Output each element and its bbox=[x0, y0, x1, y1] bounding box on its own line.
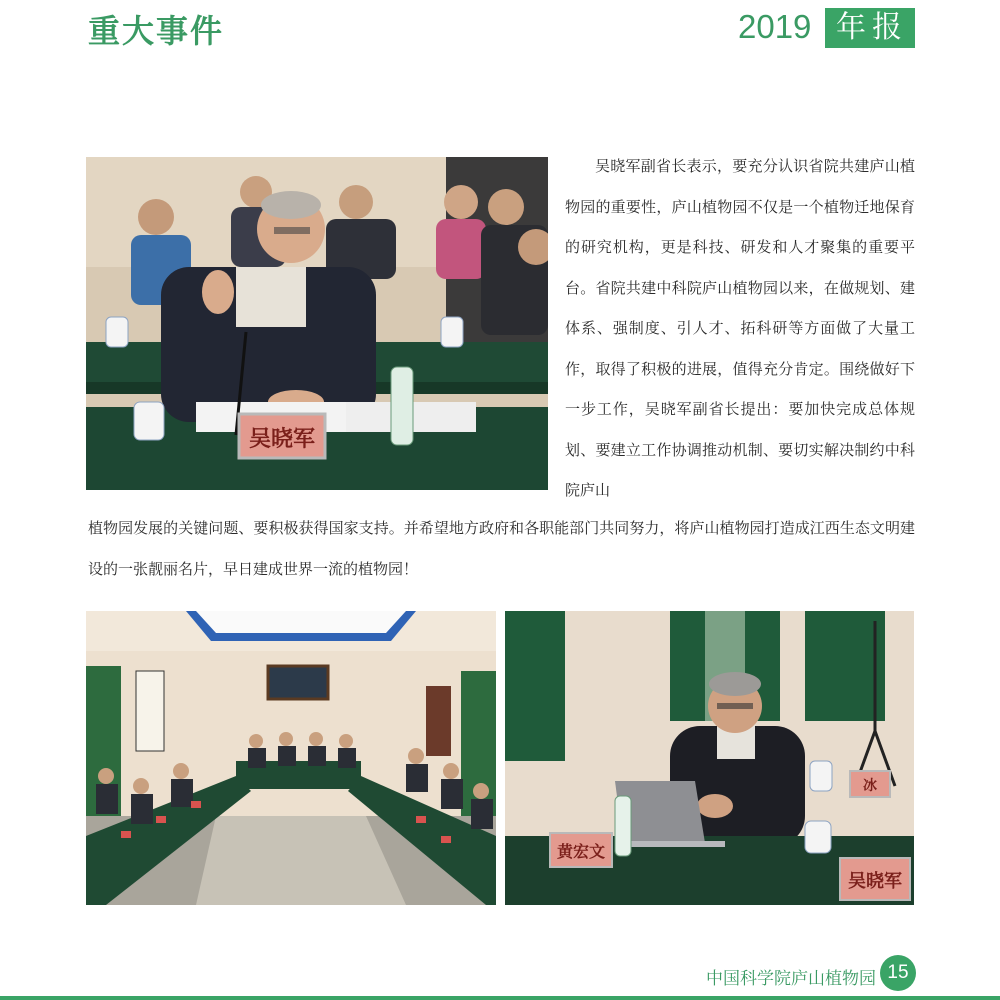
annual-report-badge: 年报 bbox=[825, 8, 915, 48]
section-title: 重大事件 bbox=[88, 12, 225, 50]
body-paragraph-full: 植物园发展的关键问题、要积极获得国家支持。并希望地方政府和各职能部门共同努力，将庐山植物园打造成江西生态文明建设的一张靓丽名片，早日建成世界一流的植物园！ bbox=[88, 519, 915, 578]
nameplate-text: 吴晓军 bbox=[248, 427, 316, 452]
footer-divider bbox=[0, 996, 1000, 1000]
meeting-photo-speaker bbox=[86, 157, 548, 490]
report-year: 2019 bbox=[738, 8, 812, 45]
nameplate-text: 冰 bbox=[863, 778, 877, 794]
page-number: 15 bbox=[880, 955, 916, 991]
meeting-photo-room bbox=[86, 611, 496, 905]
nameplate-text: 黄宏文 bbox=[556, 842, 606, 861]
meeting-photo-presenter bbox=[505, 611, 914, 905]
footer-org-name: 中国科学院庐山植物园 bbox=[706, 969, 876, 989]
body-paragraph-right: 吴晓军副省长表示，要充分认识省院共建庐山植物园的重要性，庐山植物园不仅是一个植物迁地保育的研究机构，更是科技、研发和人才聚集的重要平台。省院共建中科院庐山植物园以来，在做规划、建体系、强制度、引人才、拓科研等方面做了大量工作，取得了积极的进展，值得充分肯定。围绕做好下一步工作，吴晓军副省长提出：要加快完成总体规划、要建立工作协调推动机制、要切实解决制约中科院庐山 bbox=[565, 157, 915, 499]
nameplate-text: 吴晓军 bbox=[848, 871, 902, 892]
